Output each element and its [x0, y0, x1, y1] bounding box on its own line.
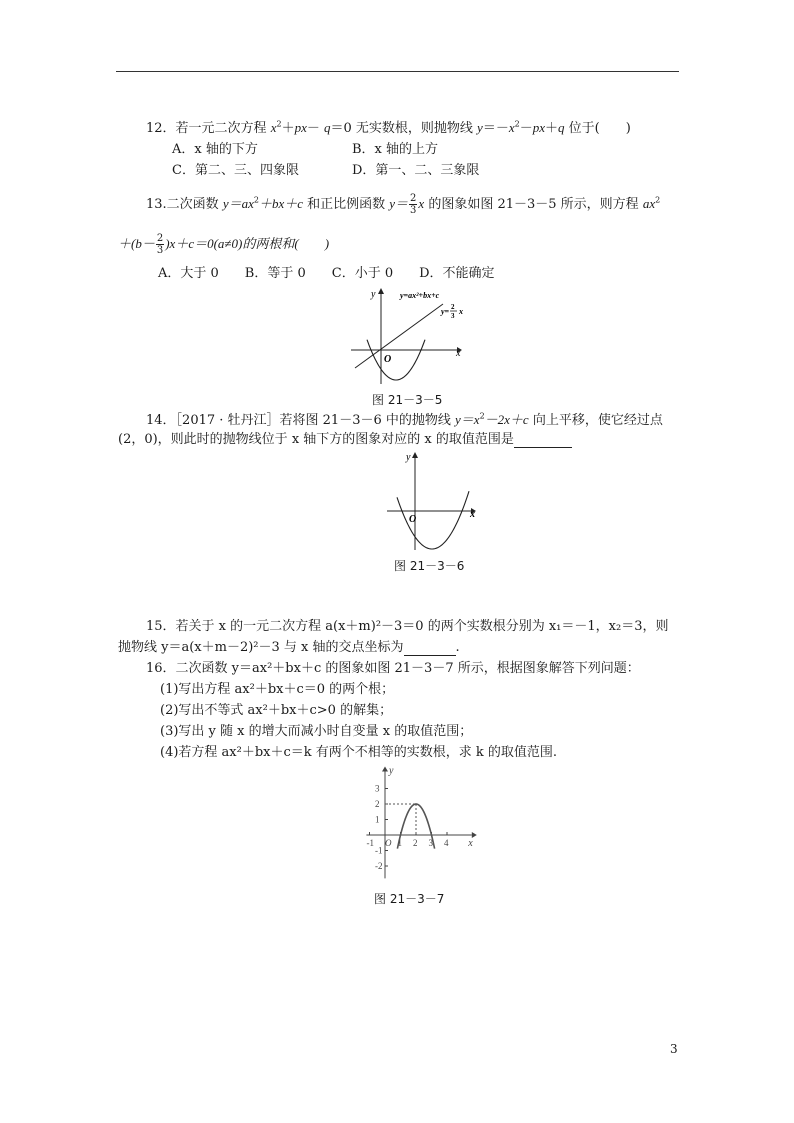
y-tick-label: 3 — [375, 783, 380, 794]
q12-option-c: C．第二、三、四象限 — [172, 163, 299, 178]
figure-21-3-7-axes — [366, 765, 476, 878]
q13-line1: 13.二次函数 $y=ax^2+bx+c$ 和正比例函数 y＝ $\frac{2}{3}$ x 的图象如图 21－3－5 所示，则方程 $ax^2$ — [146, 193, 661, 216]
x-tick-label: 2 — [413, 838, 418, 848]
q12-option-b: B．x 轴的上方 — [352, 142, 439, 157]
q14-line2: (2，0)，则此时的抛物线位于 x 轴下方的图象对应的 x 的取值范围是 — [118, 432, 572, 448]
q16-part3: (3)写出 y 随 x 的增大而减小时自变量 x 的取值范围； — [160, 724, 473, 739]
q16-part4: (4)若方程 ax²＋bx＋c＝k 有两个不相等的实数根，求 k 的取值范围. — [160, 745, 558, 760]
parabola-curve — [367, 340, 425, 380]
answer-blank[interactable] — [404, 643, 456, 656]
figure-21-3-5 — [345, 284, 480, 386]
q12-option-d: D．第一、二、三象限 — [352, 163, 480, 178]
x-axis-label: x — [468, 838, 473, 849]
q14-line1: 14．［2017 · 牡丹江］若将图 21－3－6 中的抛物线 $y=x^2-2x+c$ 向上平移，使它经过点 — [146, 411, 663, 428]
figure-21-3-7-caption: 图 21－3－7 — [374, 892, 445, 906]
parabola-label: y=ax²+bx+c — [400, 291, 440, 300]
y-axis-arrow — [412, 452, 418, 458]
q12-stem: 12．若一元二次方程 $x^2+px- q=0$ 无实数根，则抛物线 $y=-x^2-px+q$ 位于( ) — [146, 119, 631, 136]
figure-21-3-6 — [383, 448, 483, 552]
proportional-line — [355, 304, 443, 368]
y-axis-label: y — [371, 289, 376, 300]
y-tick-label: 2 — [375, 799, 380, 809]
header-rule — [116, 71, 679, 72]
origin-label: O — [385, 838, 392, 848]
x-axis-label: x — [470, 509, 475, 520]
q16-part2: (2)写出不等式 ax²＋bx＋c>0 的解集； — [160, 703, 393, 718]
x-tick-label: 3 — [428, 838, 433, 848]
line-label: y= — [441, 307, 450, 316]
figure-21-3-6-caption: 图 21－3－6 — [394, 559, 465, 573]
figure-21-3-7 — [345, 764, 477, 886]
line-label-frac-den: 3 — [451, 312, 455, 320]
q12-option-a: A．x 轴的下方 — [172, 142, 258, 157]
page-number: 3 — [670, 1042, 678, 1056]
q16-stem: 16．二次函数 y＝ax²＋bx＋c 的图象如图 21－3－7 所示，根据图象解答下列问题： — [146, 661, 640, 676]
origin-label: O — [384, 354, 392, 365]
line-label-frac-num: 2 — [451, 303, 455, 311]
line-label-x: x — [459, 307, 463, 316]
q15-line2: 抛物线 y＝a(x＋m－2)²－3 与 x 轴的交点坐标为 . — [118, 640, 460, 655]
y-axis-arrow — [378, 288, 384, 294]
x-tick-label: 4 — [444, 838, 449, 848]
y-tick-label: 1 — [375, 814, 380, 825]
x-axis-label: x — [456, 348, 461, 359]
x-tick-label: -1 — [366, 838, 374, 848]
y-tick-label: -1 — [375, 845, 383, 856]
origin-label: O — [409, 514, 417, 525]
answer-blank[interactable] — [514, 435, 572, 448]
figure-21-3-5-caption: 图 21－3－5 — [372, 393, 443, 407]
y-tick-label: -2 — [375, 861, 383, 871]
q15-line1: 15．若关于 x 的一元二次方程 a(x＋m)²－3＝0 的两个实数根分别为 x₁＝－1，x₂＝3，则 — [146, 619, 669, 634]
q13-options: A．大于 0 B．等于 0 C．小于 0 D．不能确定 — [158, 266, 495, 281]
q16-part1: (1)写出方程 ax²＋bx＋c＝0 的两个根； — [160, 682, 395, 697]
q13-line2: ＋(b－ $\frac{2}{3}$ )x＋c＝0(a≠0)的两根和( ) — [118, 233, 330, 256]
y-axis-label: y — [406, 452, 411, 463]
x-tick-label: 1 — [397, 838, 402, 848]
parabola-curve — [397, 491, 469, 549]
y-axis-arrow — [382, 766, 388, 771]
y-axis-label: y — [389, 765, 394, 777]
